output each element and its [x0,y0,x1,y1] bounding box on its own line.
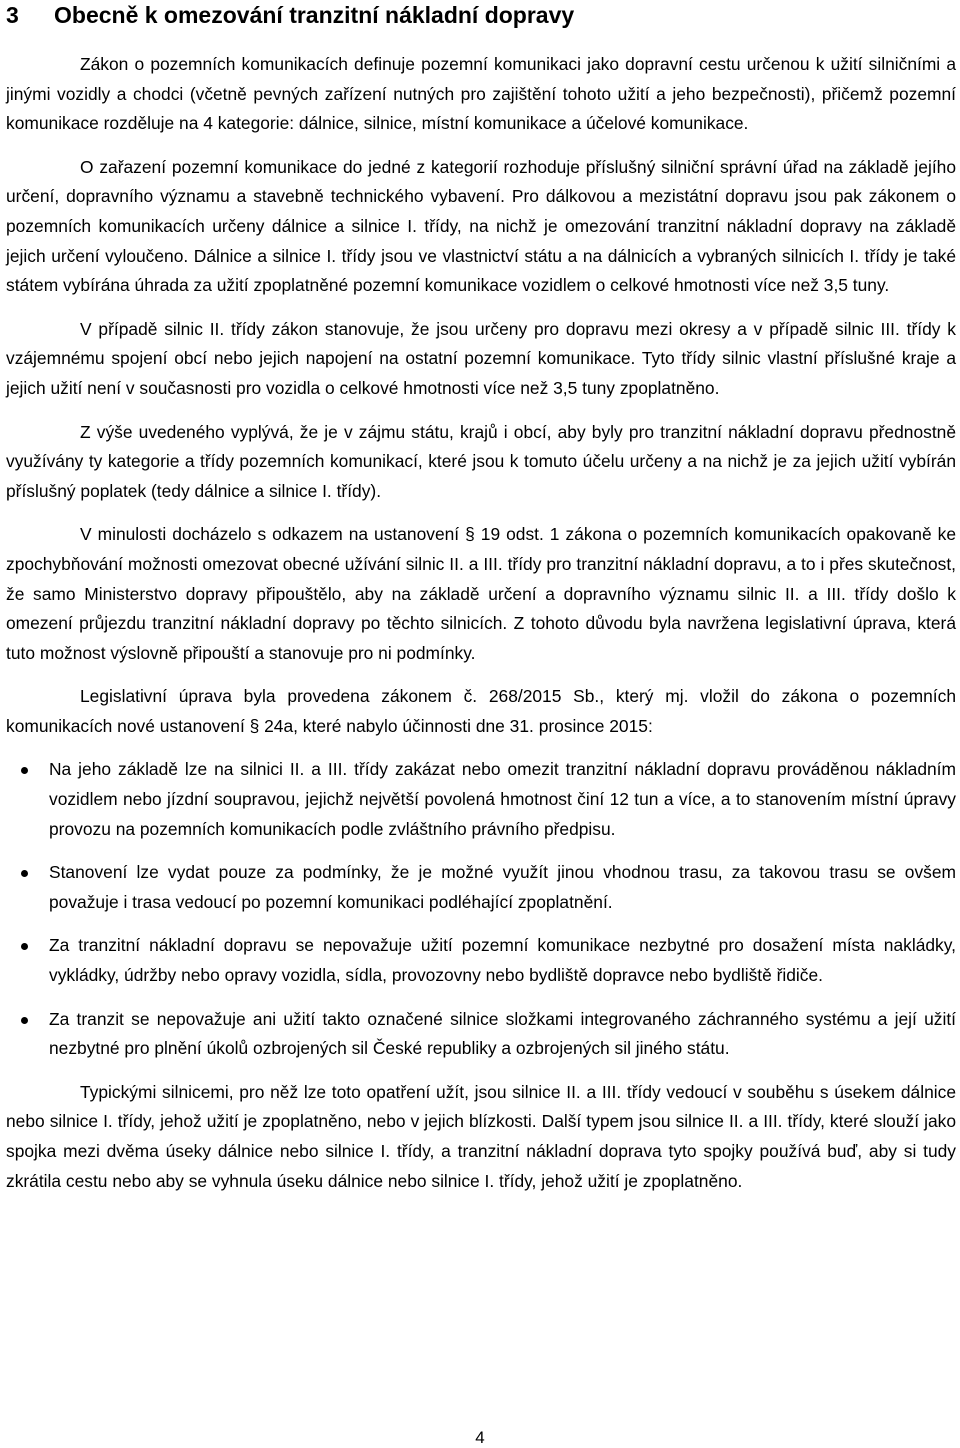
paragraph-definition: Zákon o pozemních komunikacích definuje pozemní komunikaci jako dopravní cestu určenou k užití silničními a jinými vozidly a chodci (včetně pevných zařízení nutných pro zajištění tohoto užití a jeho bezpečnosti), přičemž pozemní komunikace rozděluje na 4 kategorie: dálnice, silnice, místní komunikace a účelové komunikace. [6,54,956,134]
paragraph-class-ii-iii: V případě silnic II. třídy zákon stanovuje, že jsou určeny pro dopravu mezi okresy a v případě silnic III. třídy k vzájemnému spojení obcí nebo jejich napojení na ostatní pozemní komunikace. Tyto třídy silnic vlastní příslušné kraje a jejich užití není v současnosti pro vozidla o celkové hmotnosti více než 3,5 tuny zpoplatněno. [6,318,956,398]
provisions-list [6,755,956,1063]
bullet-icon [21,767,28,774]
bullet-icon [21,943,28,950]
document-body [6,50,956,1210]
list-item-text: Za tranzit se nepovažuje ani užití takto označené silnice složkami integrovaného záchranného systému a její užití nezbytné pro plnění úkolů ozbrojených sil České republiky a ozbrojených sil jiného státu. [49,1008,956,1059]
list-item [6,858,956,917]
page-number: 4 [475,1428,485,1447]
list-item [6,931,956,990]
list-item-text: Stanovení lze vydat pouze za podmínky, že je možné využít jinou vhodnou trasu, za takovou trasu se ovšem považuje i trasa vedoucí po pozemní komunikaci podléhající zpoplatnění. [49,862,956,912]
section-number: 3 [6,2,19,28]
list-item [6,755,956,844]
paragraph-legislation: Legislativní úprava byla provedena zákonem č. 268/2015 Sb., který mj. vložil do zákona o pozemních komunikacích nové ustanovení § 24a, které nabylo účinnosti dne 31. prosince 2015: [6,686,956,736]
bullet-icon [21,870,28,877]
bullet-icon [21,1017,28,1024]
paragraph-typical-roads: Typickými silnicemi, pro něž lze toto opatření užít, jsou silnice II. a III. třídy vedoucí v souběhu s úsekem dálnice nebo silnice I. třídy, jehož užití je zpoplatněno, nebo v jejich blízkosti. Další typem jsou silnice II. a III. třídy, které slouží jako spojka mezi dvěma úseky dálnice nebo silnice I. třídy, a tranzitní nákladní doprava tyto spojky používá buď, aby si tudy zkrátila cestu nebo aby se vyhnula úseku dálnice nebo silnice I. třídy, jehož užití je zpoplatněno. [6,1081,956,1191]
section-heading [6,0,574,30]
paragraph-categories: O zařazení pozemní komunikace do jedné z kategorií rozhoduje příslušný silniční správní úřad na základě jejího určení, dopravního významu a stavebně technického vybavení. Pro dálkovou a mezistátní dopravu jsou pak zákonem o pozemních komunikacích určeny dálnice a silnice I. třídy, na nichž je omezování tranzitní nákladní dopravy na základě jejich určení vyloučeno. Dálnice a silnice I. třídy jsou ve vlastnictví státu a na dálnicích a vybraných silnicích I. třídy je také státem vybírána úhrada za užití zpoplatněné pozemní komunikace vozidlem o celkové hmotnosti více než 3,5 tuny. [6,156,956,296]
section-title: Obecně k omezování tranzitní nákladní dopravy [54,2,575,28]
list-item-text: Za tranzitní nákladní dopravu se nepovažuje užití pozemní komunikace nezbytné pro dosažení místa nakládky, vykládky, údržby nebo opravy vozidla, sídla, provozovny nebo bydliště dopravce nebo bydliště řidiče. [49,935,956,986]
list-item [6,1005,956,1064]
paragraph-history: V minulosti docházelo s odkazem na ustanovení § 19 odst. 1 zákona o pozemních komunikacích opakovaně ke zpochybňování možnosti omezovat obecné užívání silnic II. a III. třídy pro tranzitní nákladní dopravu, a to i přes skutečnost, že samo Ministerstvo dopravy připouštělo, aby na základě určení a dopravního významu silnic II. a III. třídy došlo k omezení průjezdu tranzitní nákladní dopravy po těchto silnicích. Z tohoto důvodu byla navržena legislativní úprava, která tuto možnost výslovně připouští a stanovuje pro ni podmínky. [6,524,956,663]
list-item-text: Na jeho základě lze na silnici II. a III. třídy zakázat nebo omezit tranzitní nákladní dopravu prováděnou nákladním vozidlem nebo jízdní soupravou, jejichž největší povolená hmotnost činí 12 tun a více, a to stanovením místní úpravy provozu na pozemních komunikacích podle zvláštního právního předpisu. [49,759,956,839]
paragraph-state-interest: Z výše uvedeného vyplývá, že je v zájmu státu, krajů i obcí, aby byly pro tranzitní nákladní dopravu přednostně využívány ty kategorie a třídy pozemních komunikací, které jsou k tomuto účelu určeny a na nichž je za jejich užití vybírán příslušný poplatek (tedy dálnice a silnice I. třídy). [6,421,956,501]
